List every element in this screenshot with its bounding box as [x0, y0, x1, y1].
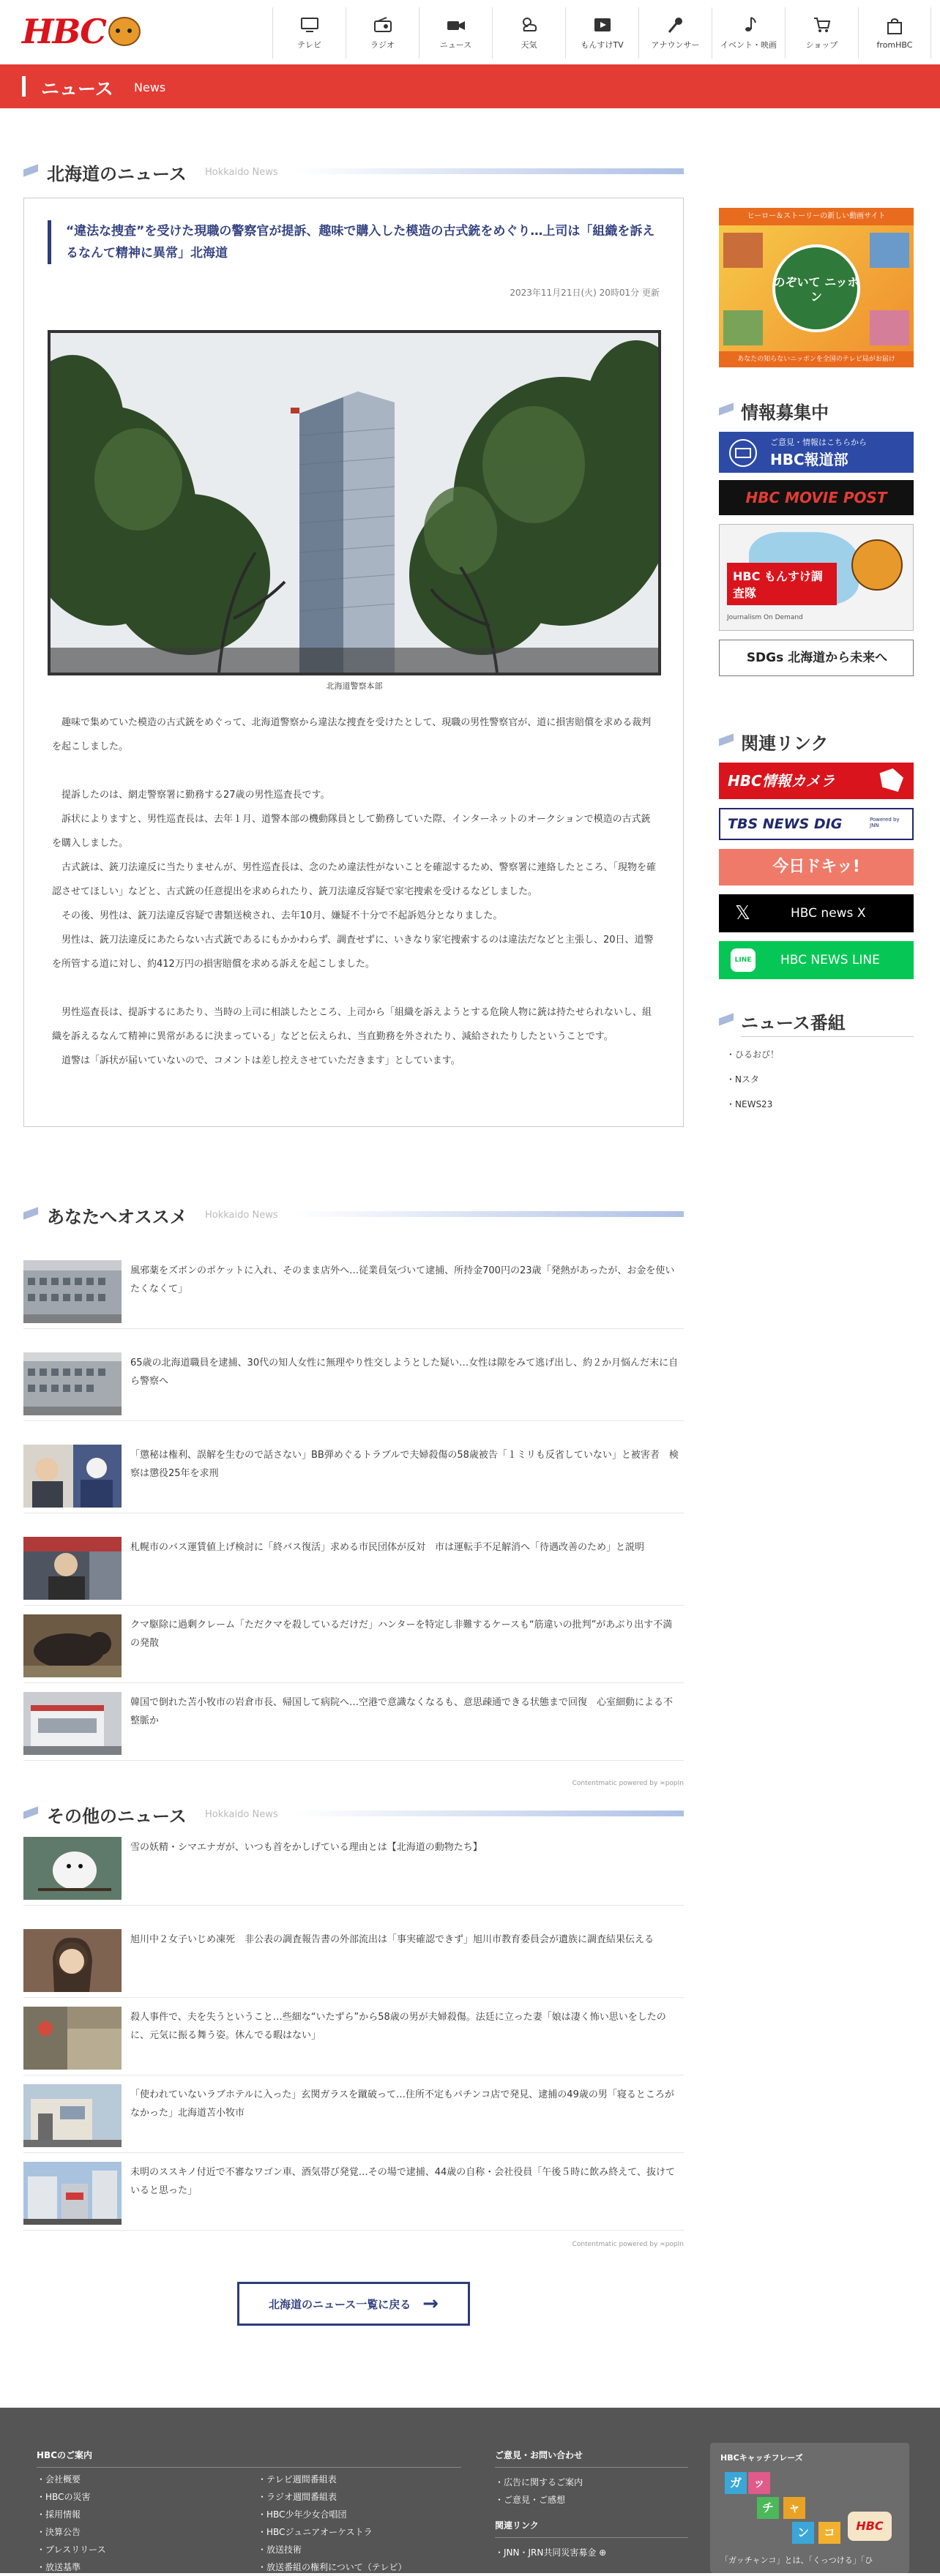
other-news-heading: その他のニュース Hokkaido News — [23, 1802, 684, 1824]
article-paragraph: 男性巡査長は、提訴するにあたり、当時の上司に相談したところ、上司から「組織を訴えようとする危険人物に銃は持たせられないし、組織を訴えるなんて精神に異常があるに決まっている」などと伝えられ、当直勤務を外されたり、減給されたりしたということです。 — [52, 1007, 652, 1042]
item-headline: 韓国で倒れた苫小牧市の岩倉市長、帰国して病院へ…空港で意識なくなるも、意思疎通できる状態まで回復 心室細動による不整脈か — [130, 1697, 674, 1726]
hokkaido-icon — [877, 768, 903, 792]
nav-item-news[interactable]: ニュース — [419, 7, 492, 59]
mascot-icon — [851, 539, 903, 591]
thumbnail — [23, 1837, 122, 1900]
heading-rule — [296, 168, 684, 174]
footer-links-col1 — [37, 2471, 249, 2576]
item-headline: 「使われていないラブホテルに入った」玄関ガラスを蹴破って…住所不定もパチンコ店で発見、逮捕の49歳の男「寝るところがなかった」北海道苫小牧市 — [130, 2089, 674, 2119]
sdgs-banner[interactable]: SDGs 北海道から未来へ — [719, 640, 914, 676]
footer-link[interactable]: ・放送技術 — [258, 2545, 302, 2555]
heading-marker — [23, 1806, 38, 1819]
video-camera-icon — [446, 15, 466, 34]
footer-link[interactable]: ・放送番組の権利について（テレビ） — [258, 2562, 407, 2572]
recommend-item[interactable] — [23, 1606, 684, 1683]
program-link-hiruobi[interactable]: ・ひるおび！ — [726, 1049, 780, 1060]
article-paragraph — [52, 759, 660, 783]
item-headline: 雪の妖精・シマエナガが、いつも首をかしげている理由とは【北海道の動物たち】 — [130, 1842, 482, 1853]
recommend-item[interactable] — [23, 1683, 684, 1761]
other-news-item[interactable] — [23, 1920, 684, 1998]
item-headline: 札幌市のバス運賃値上げ検討に「終バス復活」求める市民団体が反対 市は運転手不足解消へ「待遇改善のため」と説明 — [130, 1542, 645, 1553]
footer-link[interactable]: ・広告に関するご案内 — [495, 2477, 583, 2487]
item-headline: 「懲秘は権利、誤解を生むので話さない」BB弾めぐるトラブルで夫婦殺傷の58歳被告「１ミリも反省していない」と被害者 検察は懲役25年を求刑 — [130, 1450, 679, 1479]
footer-link[interactable]: ・プレスリリース — [37, 2545, 106, 2555]
heading-rule — [296, 1811, 684, 1816]
program-link-nstar[interactable]: ・Nスタ — [726, 1074, 759, 1085]
footer-link[interactable]: ・JNN・JRN共同災害募金 ⊕ — [495, 2547, 607, 2558]
article-paragraph: 提訴したのは、網走警察署に勤務する27歳の男性巡査長です。 — [61, 790, 330, 801]
recommend-item[interactable] — [23, 1344, 684, 1421]
nav-item-monsuke-tv[interactable]: もんすけTV — [565, 7, 638, 59]
footer-link[interactable]: ・HBCの災害 — [37, 2492, 91, 2502]
thumbnail — [23, 1260, 122, 1323]
article-body — [52, 711, 660, 1073]
heading-rule — [741, 1036, 914, 1037]
nav-item-announcer[interactable]: アナウンサー — [638, 7, 712, 59]
footer-link[interactable]: ・HBC少年少女合唱団 — [258, 2509, 347, 2520]
footer-heading-about: HBCのご案内 — [37, 2449, 461, 2468]
thumbnail — [23, 1692, 122, 1755]
hbc-news-x-banner[interactable]: 𝕏 HBC news X — [719, 894, 914, 932]
hbc-newsroom-banner[interactable]: ご意見・情報はこちらから HBC報道部 — [719, 432, 914, 473]
item-headline: 65歳の北海道職員を逮捕、30代の知人女性に無理やり性交しようとした疑い…女性は隙をみて逃げ出し、約２か月悩んだ末に自ら警察へ — [130, 1358, 679, 1387]
thumbnail — [23, 1929, 122, 1992]
footer-link[interactable]: ・ラジオ週間番組表 — [258, 2492, 337, 2502]
article-paragraph: 男性は、銃刀法違反にあたらない古式銃であるにもかかわらず、調査せずに、いきなり家宅捜索するのは違法だなどと主張し、20日、道警を所管する道に対し、約412万円の損害賠償を求める訴えを起こしました。 — [52, 935, 654, 970]
program-link-news23[interactable]: ・NEWS23 — [726, 1099, 773, 1109]
footer-link[interactable]: ・放送基準 — [37, 2562, 81, 2572]
article-paragraph: 訴状によりますと、男性巡査長は、去年１月、道警本部の機動隊員として勤務していた際、インターネットのオークションで模造の古式銃を購入しました。 — [52, 814, 651, 849]
footer-links-col2 — [258, 2471, 470, 2576]
thumbnail — [23, 1352, 122, 1415]
kyou-dokiri-banner[interactable]: 今日ドキッ! — [719, 849, 914, 886]
item-headline: 旭川中２女子いじめ凍死 非公表の調査報告書の外部流出は「事実確認できず」旭川市教育委員会が遺族に調査結果伝える — [130, 1934, 654, 1945]
footer-heading-contact: ご意見・お問い合わせ — [495, 2449, 688, 2468]
nav-item-from-hbc[interactable]: fromHBC — [858, 7, 931, 59]
tbs-news-dig-banner[interactable]: TBS NEWS DIG Powered by JNN — [719, 808, 914, 840]
item-headline: 風邪薬をズボンのポケットに入れ、そのまま店外へ…従業員気づいて逮捕、所持金700円の23歳「発熱があったが、お金を使いたくなくて」 — [130, 1265, 675, 1295]
global-nav — [272, 7, 931, 59]
line-icon: LINE — [731, 948, 756, 972]
heading-marker — [719, 1013, 734, 1025]
arrow-right-icon: → — [422, 2293, 439, 2315]
weather-icon — [519, 15, 540, 34]
section-bar — [0, 64, 940, 108]
other-news-item[interactable] — [23, 1998, 684, 2075]
other-news-item[interactable] — [23, 1828, 684, 1906]
site-header — [0, 0, 940, 64]
footer-heading-related: 関連リンク — [495, 2519, 688, 2538]
footer-link[interactable]: ・決算公告 — [37, 2527, 81, 2537]
site-footer — [0, 2408, 940, 2573]
popin-credit[interactable]: Contentmatic powered by ≍popIn — [572, 1780, 684, 1787]
bag-icon — [884, 17, 905, 36]
catchphrase-box[interactable]: HBCキャッチフレーズ ガ ッ チ ャ ン コ HBC 「ガッチャンコ」とは、「くっつける」「ひ — [710, 2443, 909, 2573]
tv-icon — [299, 15, 320, 34]
thumbnail — [23, 2084, 122, 2147]
nav-item-radio[interactable]: ラジオ — [346, 7, 419, 59]
thumbnail — [23, 1445, 122, 1508]
section-bar-title: ニュース — [41, 78, 113, 100]
item-headline: 殺人事件で、夫を失うということ…些細な“いたずら”から58歳の男が夫婦殺傷。法廷に立った妻「娘は凄く怖い思いをしたのに、元気に振る舞う姿。休んでる暇はない」 — [130, 2012, 666, 2041]
item-headline: 未明のススキノ付近で不審なワゴン車、酒気帯び発覚…その場で逮捕、44歳の自称・会社役員「午後５時に飲み終えて、抜けていると思った」 — [130, 2167, 676, 2196]
thumbnail — [23, 1537, 122, 1600]
article-paragraph: 道警は「訴状が届いていないので、コメントは差し控えさせていただきます」としています。 — [61, 1055, 460, 1066]
footer-links-col3 — [495, 2449, 688, 2561]
article-photo — [48, 330, 661, 675]
recommend-item[interactable] — [23, 1528, 684, 1606]
music-note-icon — [739, 15, 759, 34]
footer-link[interactable]: ・ご意見・ご感想 — [495, 2495, 566, 2505]
microphone-icon — [665, 15, 686, 34]
back-to-news-list-button[interactable]: 北海道のニュース一覧に戻る → — [237, 2282, 470, 2326]
article-paragraph: その後、男性は、銃刀法違反容疑で書類送検され、去年10月、嫌疑不十分で不起訴処分となりました。 — [61, 910, 503, 921]
article-title: “違法な捜査”を受けた現職の警察官が提訴、趣味で購入した模造の古式銃をめぐり…上司は「組織を訴えるなんて精神に異常」北海道 — [48, 220, 655, 264]
nav-item-tv[interactable]: テレビ — [272, 7, 346, 59]
news-programs-heading: ニュース番組 — [719, 1008, 914, 1030]
recommend-heading: あなたへオススメ Hokkaido News — [23, 1202, 684, 1224]
section-bar-marker — [22, 76, 26, 97]
article-paragraph: 古式銃は、銃刀法違反に当たりませんが、男性巡査長は、念のため違法性がないことを確認するため、警察署に連絡したところ、「現物を確認させてほしい」などと、古式銃の任意提出を求められたり、銃刀法違反容疑で家宅捜索を受けるなどしました。 — [52, 862, 656, 897]
monsuke-investigation-banner[interactable]: HBC もんすけ調査隊 Journalism On Demand — [719, 524, 914, 631]
mail-icon — [735, 448, 751, 458]
x-logo-icon: 𝕏 — [735, 902, 750, 924]
heading-marker — [23, 164, 38, 176]
thumbnail — [23, 1614, 122, 1677]
recommend-item[interactable] — [23, 1251, 684, 1329]
nozoite-nippon-banner[interactable]: ヒーロー＆ストーリーの新しい動画サイト のぞいて ニッポン あなたの知らないニッポンを全国のテレビ局がお届け — [719, 208, 914, 367]
article-date: 2023年11月21日(火) 20時01分 更新 — [510, 288, 660, 298]
hbc-news-line-banner[interactable]: LINE HBC NEWS LINE — [719, 941, 914, 979]
cart-icon — [812, 15, 832, 34]
section-bar-en: News — [134, 80, 166, 94]
footer-link[interactable]: ・採用情報 — [37, 2509, 81, 2520]
hokkaido-news-heading: 北海道のニュース Hokkaido News — [23, 160, 684, 181]
heading-marker — [719, 402, 734, 415]
nav-item-event-movie[interactable]: イベント・映画 — [712, 7, 785, 59]
footer-link[interactable]: ・HBCジュニアオーケストラ — [258, 2527, 373, 2537]
hbc-logo[interactable]: HBC — [22, 13, 141, 50]
related-links-heading: 関連リンク — [719, 729, 914, 751]
other-news-item[interactable] — [23, 2153, 684, 2231]
heading-rule — [296, 1211, 684, 1217]
photo-caption: 北海道警察本部 — [326, 681, 383, 691]
item-headline: クマ駆除に過剰クレーム「ただクマを殺しているだけだ」ハンターを特定し非難するケースも“筋違いの批判”があぶり出す不満の発散 — [130, 1620, 673, 1649]
recruit-heading: 情報募集中 — [719, 398, 914, 420]
hbc-info-camera-banner[interactable]: HBC情報カメラ — [719, 763, 914, 799]
other-news-item[interactable] — [23, 2075, 684, 2153]
heading-marker — [23, 1207, 38, 1219]
article-paragraph: 趣味で集めていた模造の古式銃をめぐって、北海道警察から違法な捜査を受けたとして、現職の男性警察官が、道に損害賠償を求める裁判を起こしました。 — [52, 717, 652, 752]
article-paragraph — [52, 976, 660, 1000]
thumbnail — [23, 2162, 122, 2225]
popin-credit[interactable]: Contentmatic powered by ≍popIn — [572, 2241, 684, 2248]
nav-item-shop[interactable]: ショップ — [785, 7, 858, 59]
radio-icon — [373, 15, 393, 34]
footer-link[interactable]: ・テレビ週間番組表 — [258, 2474, 337, 2485]
mascot-icon — [108, 17, 141, 46]
heading-marker — [719, 733, 734, 746]
movie-post-banner[interactable]: HBC MOVIE POST — [719, 480, 914, 515]
article — [23, 198, 684, 1127]
nav-item-weather[interactable]: 天気 — [492, 7, 565, 59]
thumbnail — [23, 2007, 122, 2070]
play-icon — [592, 15, 613, 34]
recommend-item[interactable] — [23, 1436, 684, 1513]
footer-link[interactable]: ・会社概要 — [37, 2474, 81, 2485]
